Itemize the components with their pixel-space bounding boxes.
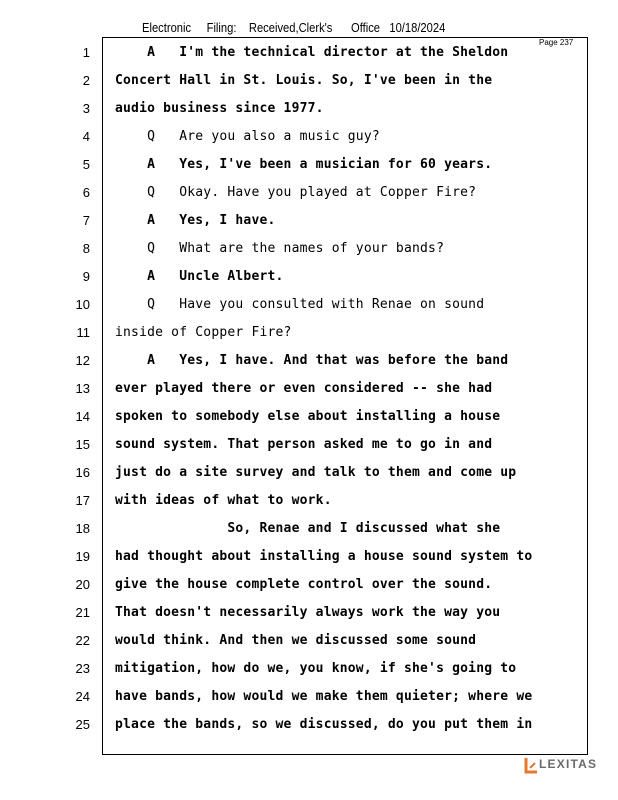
transcript-line: Q Have you consulted with Renae on sound xyxy=(115,297,485,312)
line-number: 14 xyxy=(75,409,90,424)
filing-stamp: Electronic Filing: Received,Clerk's Office 10/18/2024 xyxy=(142,20,446,35)
transcript-line: A Yes, I've been a musician for 60 years. xyxy=(115,157,493,172)
line-number: 3 xyxy=(82,101,90,116)
transcript-line: with ideas of what to work. xyxy=(115,493,332,508)
lexitas-logo xyxy=(524,757,597,774)
transcript-line: That doesn't necessarily always work the way you xyxy=(115,605,501,620)
line-number: 1 xyxy=(82,45,90,60)
line-number: 11 xyxy=(76,325,90,340)
line-number: 23 xyxy=(75,661,90,676)
transcript-line: mitigation, how do we, you know, if she's going to xyxy=(115,661,517,676)
transcript-line: audio business since 1977. xyxy=(115,101,324,116)
transcript-line: A I'm the technical director at the Sheldon xyxy=(115,45,509,60)
line-number: 19 xyxy=(75,549,90,564)
line-number: 21 xyxy=(75,605,90,620)
transcript-line: have bands, how would we make them quieter; where we xyxy=(115,689,533,704)
transcript-line: sound system. That person asked me to go in and xyxy=(115,437,493,452)
transcript-line: A Yes, I have. And that was before the band xyxy=(115,353,509,368)
transcript-line: inside of Copper Fire? xyxy=(115,325,292,340)
transcript-line: Concert Hall in St. Louis. So, I've been in the xyxy=(115,73,493,88)
transcript-line: A Uncle Albert. xyxy=(115,269,284,284)
transcript-line: place the bands, so we discussed, do you put them in xyxy=(115,717,533,732)
transcript-line: Q Okay. Have you played at Copper Fire? xyxy=(115,185,477,200)
transcript-line: Q What are the names of your bands? xyxy=(115,241,445,256)
line-number: 7 xyxy=(82,213,90,228)
line-number: 15 xyxy=(75,437,90,452)
line-number: 24 xyxy=(75,689,90,704)
line-number: 4 xyxy=(82,129,90,144)
transcript-line: would think. And then we discussed some sound xyxy=(115,633,477,648)
lexitas-logo-icon xyxy=(524,757,538,774)
transcript-line: ever played there or even considered -- she had xyxy=(115,381,493,396)
transcript-line: had thought about installing a house sound system to xyxy=(115,549,533,564)
line-number: 16 xyxy=(75,465,90,480)
line-number: 8 xyxy=(82,241,90,256)
line-number: 12 xyxy=(75,353,90,368)
line-number: 25 xyxy=(75,717,90,732)
line-number: 18 xyxy=(75,521,90,536)
line-number: 22 xyxy=(75,633,90,648)
page-number: Page 237 xyxy=(539,38,574,47)
transcript-line: So, Renae and I discussed what she xyxy=(115,521,501,536)
transcript-line: Q Are you also a music guy? xyxy=(115,129,380,144)
line-number: 17 xyxy=(75,493,90,508)
transcript-line: just do a site survey and talk to them and come up xyxy=(115,465,517,480)
line-number: 20 xyxy=(75,577,90,592)
transcript-line: give the house complete control over the sound. xyxy=(115,577,493,592)
line-number: 6 xyxy=(82,185,90,200)
line-number: 9 xyxy=(82,269,90,284)
line-number: 5 xyxy=(82,157,90,172)
logo-text: LEXITAS xyxy=(539,756,598,771)
line-number: 13 xyxy=(75,381,90,396)
transcript-line: spoken to somebody else about installing a house xyxy=(115,409,501,424)
line-number: 10 xyxy=(75,297,90,312)
transcript-line: A Yes, I have. xyxy=(115,213,276,228)
line-number: 2 xyxy=(82,73,90,88)
